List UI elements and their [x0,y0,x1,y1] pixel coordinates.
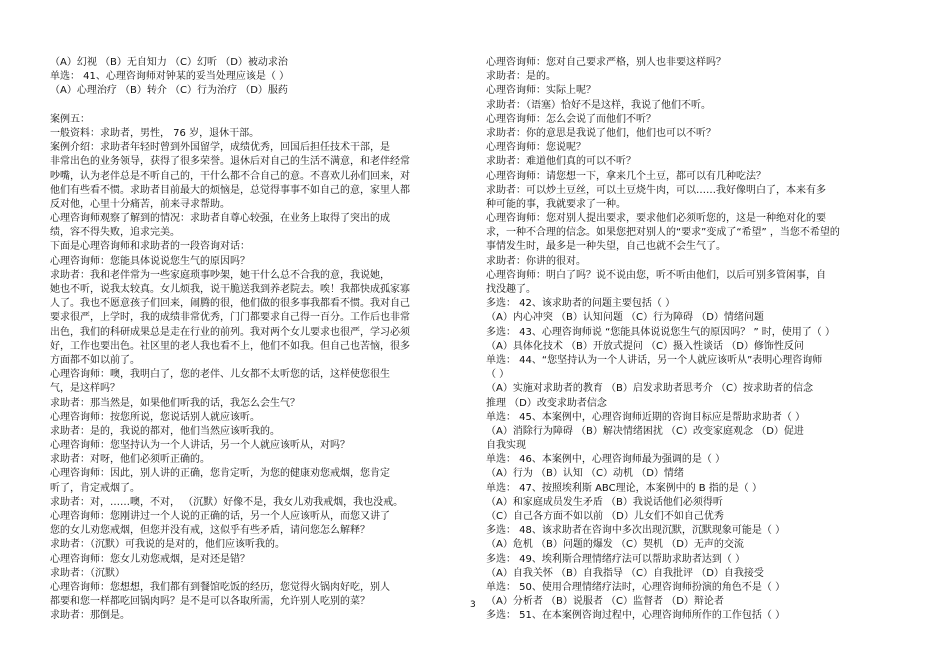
text-line: 心理咨询师：您对自己要求严格，别人也非要这样吗？ [486,57,726,68]
text-line: （A）和家庭成员发生矛盾 （B）我说话他们必须得听 [486,496,723,508]
text-line: 您的女儿劝您戒烟，但您并没有戒，这似乎有些矛盾，请问您怎么解释？ [50,525,370,537]
text-line: （A）幻视 （B）无自知力 （C）幻听 （D）被动求治 [50,57,288,68]
text-line: 推理 （D）改变求助者信念 [486,397,607,409]
text-line: 单选： 41、心理咨询师对钟某的妥当处理应该是（ ） [50,71,290,83]
text-line: 单选： 44、“您坚持认为一个人讲话，另一个人就应该听从”表明心理咨询师 [486,354,823,366]
text-line: 求助者：是的。 [486,71,556,83]
text-line: 心理咨询师：您说呢？ [486,142,586,154]
text-line: 好，工作也要出色。社区里的老人我也看不上，他们不如我。但自己也苦恼，很多 [50,340,410,352]
text-line: 心理咨询师：因此，别人讲的正确，您肯定听，为您的健康劝您戒烟，您肯定 [50,468,390,480]
text-line: 方面都不如以前了。 [50,354,140,366]
text-line: 气，是这样吗？ [50,383,120,395]
text-line: （C）自己各方面不如以前 （D）儿女们不如自己优秀 [486,511,724,522]
text-line: （ ） [486,369,510,381]
text-line: 单选： 45、本案例中，心理咨询师近期的咨询目标应是帮助求助者（ ） [486,411,806,423]
text-line: （A）消除行为障碍 （B）解决情绪困扰 （C）改变家庭观念 （D）促进 [486,425,804,437]
text-line: 求助者：你讲的很对。 [486,255,586,267]
text-line: 求助者：（沉默）可我说的是对的，他们应该听我的。 [50,539,285,551]
text-line: 求助者：难道他们真的可以不听？ [486,156,636,168]
text-line: 一般资料：求助者，男性， 76 岁，退休干部。 [50,127,260,139]
text-line: 求助者：那倒是。 [50,610,130,622]
text-line: 她也不听，说我太较真。女儿烦我，说干脆送我到养老院去。唉！我都快成孤家寡 [50,284,410,295]
text-line: 案例五： [50,113,90,125]
text-line: 求助者：你的意思是我说了他们，他们也可以不听？ [486,127,716,139]
text-line: （A）分析者 （B）说服者 （C）监督者 （D）辩论者 [486,596,724,608]
text-line: 求助者：可以炒土豆丝，可以土豆烧牛肉，可以……我好像明白了，本来有多 [486,184,826,196]
text-line: 心理咨询师：按您所说，您说话别人就应该听。 [50,411,260,423]
text-line: 求助者：（沉默） [50,567,125,579]
blank-line [50,99,462,113]
text-line: 心理咨询师：您坚持认为一个人讲话，另一个人就应该听从，对吗？ [50,440,350,452]
text-line: 多选： 42、该求助者的问题主要包括（ ） [486,298,676,310]
text-line: 吵嘴，认为老伴总是不听自己的，干什么都不合自己的意。不喜欢儿孙们回来，对 [50,170,410,182]
text-line: 下面是心理咨询师和求助者的一段咨询对话： [50,241,250,253]
text-line: 求助者：我和老伴常为一些家庭琐事吵架，她干什么总不合我的意，我说她， [50,269,390,281]
text-line: 心理咨询师观察了解到的情况：求助者自尊心较强，在业务上取得了突出的成 [50,213,390,225]
text-line: 单选： 46、本案例中，心理咨询师最为强调的是（ ） [486,454,726,466]
left-column [50,56,462,624]
text-line: 多选： 51、在本案例咨询过程中，心理咨询师所作的工作包括（ ） [486,610,786,622]
text-line: 他们有些看不惯。求助者目前最大的烦恼是，总觉得事事不如自己的意，家里人都 [50,184,410,196]
text-line: 心理咨询师：怎么会说了而他们不听？ [486,113,656,125]
text-line: 心理咨询师：请您想一下，拿来几个土豆，都可以有几种吃法？ [486,170,766,182]
text-line: 都要和您一样都吃回锅肉吗？是不是可以各取所需，允许别人吃别的菜？ [50,596,370,608]
text-line: 出色，我们的科研成果总是走在行业的前列。我对两个女儿要求也很严，学习必须 [50,326,410,338]
right-column [486,56,896,624]
text-line: 多选： 48、该求助者在咨询中多次出现沉默，沉默现象可能是（ ） [486,525,786,537]
text-line: 求，一种不合理的信念。如果您把对别人的“要求”变成了“希望” ，当您不希望的 [486,227,840,239]
text-line: 多选： 43、心理咨询师说 “您能具体说说您生气的原因吗？ ” 时，使用了（ ） [486,326,835,338]
text-line: 案例介绍：求助者年轻时曾到外国留学，成绩优秀，回国后担任技术干部，是 [50,142,390,154]
text-line: 心理咨询师：您刚讲过一个人说的正确的话，另一个人应该听从，而您又讲了 [50,511,390,522]
text-line: 人了。我也不愿意孩子们回来，闹腾的很，他们做的很多事我都看不惯。我对自己 [50,298,410,310]
text-line: 找没趣了。 [486,284,536,295]
text-line: 听了，肯定戒烟了。 [50,482,140,494]
page-number: 3 [470,600,476,610]
text-line: 多选： 49、埃利斯合理情绪疗法可以帮助求助者达到（ ） [486,553,746,565]
text-line: 非常出色的业务领导，获得了很多荣誉。退休后对自己的生活不满意，和老伴经常 [50,156,410,168]
text-line: （A）内心冲突 （B）认知问题 （C）行为障碍 （D）情绪问题 [486,312,764,324]
text-line: （A）心理治疗 （B）转介 （C）行为治疗 （D）服药 [50,85,288,97]
text-line: （A）实施对求助者的教育 （B）启发求助者思考介 （C）按求助者的信念 [486,383,814,395]
text-line: 反对他，心里十分痛苦，前来寻求帮助。 [50,198,230,210]
text-line: 心理咨询师：您想想，我们都有到餐馆吃饭的经历，您觉得火锅肉好吃，别人 [50,581,390,593]
text-line: 要求很严，上学时，我的成绩非常优秀，门门都要求自己得一百分。工作后也非常 [50,312,410,324]
text-line: 求助者：（语塞）恰好不是这样，我说了他们不听。 [486,99,711,111]
text-line: 心理咨询师：您能具体说说您生气的原因吗？ [50,255,250,267]
text-line: 心理咨询师：您女儿劝您戒烟，是对还是错？ [50,553,250,565]
text-line: 单选： 47、按照埃利斯 ABC理论，本案例中的 B 指的是（ ） [486,482,762,494]
text-line: （A）行为 （B）认知 （C）动机 （D）情绪 [486,468,684,480]
text-line: （A）具体化技术 （B）开放式提问 （C）摄入性谈话 （D）修饰性反问 [486,340,804,352]
text-line: 求助者：对，……噢，不对， （沉默）好像不是，我女儿劝我戒烟，我也没戒。 [50,496,404,508]
text-line: 心理咨询师：实际上呢？ [486,85,596,97]
text-line: 绩，容不得失败，追求完美。 [50,227,180,239]
text-line: 求助者：是的，我说的都对，他们当然应该听我的。 [50,425,280,437]
text-line: 求助者：那当然是，如果他们听我的话，我怎么会生气？ [50,397,300,409]
text-line: 单选： 50、使用合理情绪疗法时，心理咨询师扮演的角色不是（ ） [486,581,786,593]
text-line: 求助者：对呀，他们必须听正确的。 [50,454,210,466]
text-line: 种可能的事，我就要求了一种。 [486,198,626,210]
text-line: 事情发生时，最多是一种失望，自己也就不会生气了。 [486,241,726,253]
text-line: 心理咨询师：噢，我明白了，您的老伴、儿女都不太听您的话，这样使您很生 [50,369,390,381]
text-line: （A）自我关怀 （B）自我指导 （C）自我批评 （D）自我接受 [486,567,764,579]
text-line: 自我实现 [486,440,526,452]
text-line: （A）危机 （B）问题的爆发 （C）契机 （D）无声的交流 [486,539,744,551]
text-line: 心理咨询师：您对别人提出要求，要求他们必须听您的，这是一种绝对化的要 [486,213,826,225]
text-line: 心理咨询师：明白了吗？说不说由您，听不听由他们，以后可别多管闲事，自 [486,269,826,281]
